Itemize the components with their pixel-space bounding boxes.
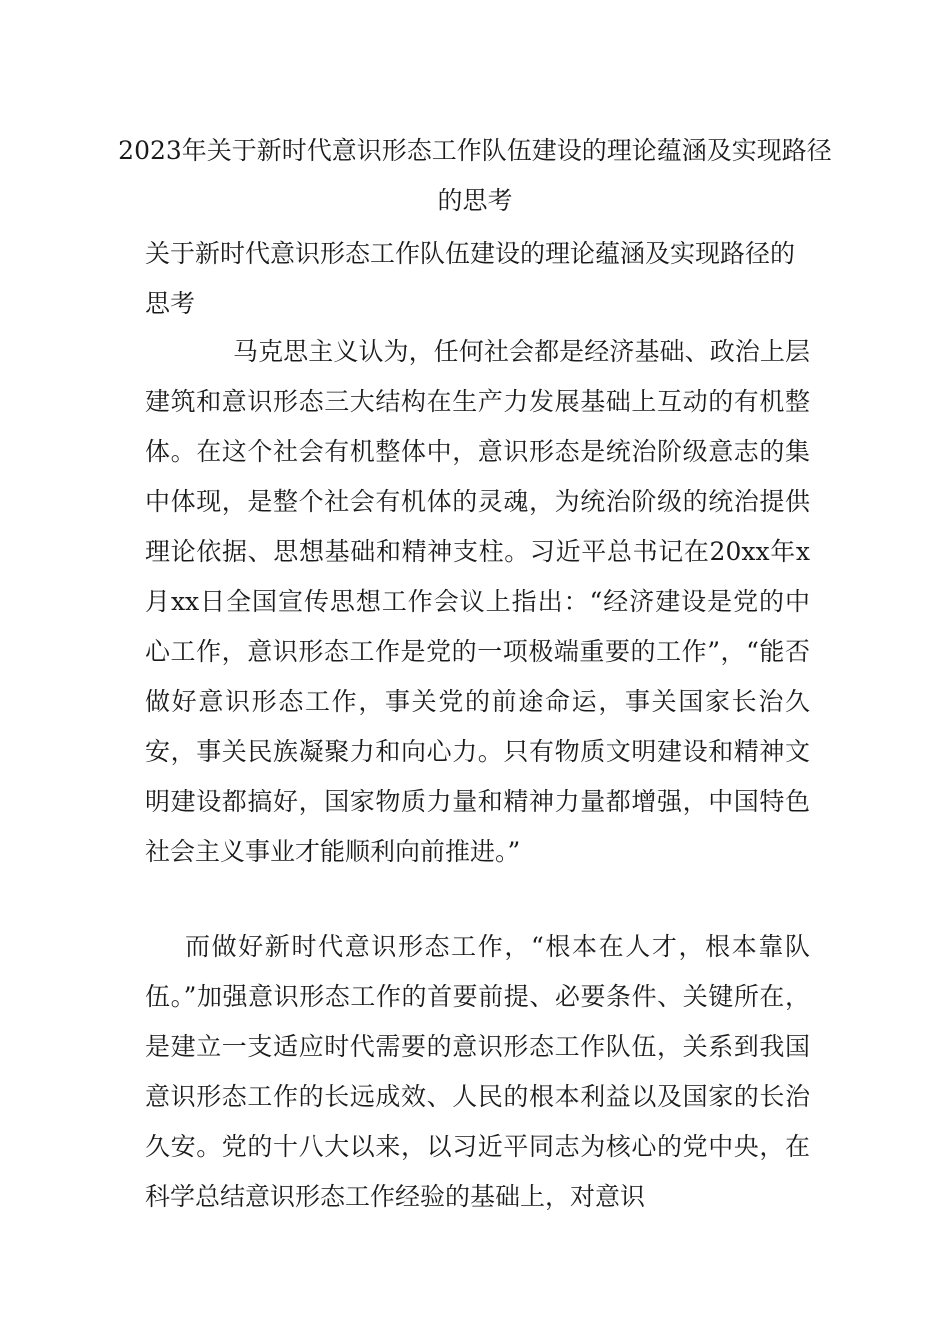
paragraph-2: 而做好新时代意识形态工作，“根本在人才，根本靠队伍。”加强意识形态工作的首要前提、必要条件、关键所在，是建立一支适应时代需要的意识形态工作队伍，关系到我国意识形态工作的长远成效、人民的根本利益以及国家的长治久安。党的十八大以来，以习近平同志为核心的党中央，在科学总结意识形态工作经验的基础上，对意识 — [145, 932, 810, 1211]
paragraph-1: 马克思主义认为，任何社会都是经济基础、政治上层建筑和意识形态三大结构在生产力发展基础上互动的有机整体。在这个社会有机整体中，意识形态是统治阶级意志的集中体现，是整个社会有机体的灵魂，为统治阶级的统治提供理论依据、思想基础和精神支柱。习近平总书记在20xx年x月xx日全国宣传思想工作会议上指出：“经济建设是党的中心工作，意识形态工作是党的一项极端重要的工作”，“能否做好意识形态工作，事关党的前途命运，事关国家长治久安，事关民族凝聚力和向心力。只有物质文明建设和精神文明建设都搞好，国家物质力量和精神力量都增强，中国特色社会主义事业才能顺利向前推进。” — [145, 337, 810, 866]
document-subtitle: 关于新时代意识形态工作队伍建设的理论蕴涵及实现路径的思考 — [145, 239, 796, 318]
document-title: 2023年关于新时代意识形态工作队伍建设的理论蕴涵及实现路径的思考 — [118, 136, 832, 215]
